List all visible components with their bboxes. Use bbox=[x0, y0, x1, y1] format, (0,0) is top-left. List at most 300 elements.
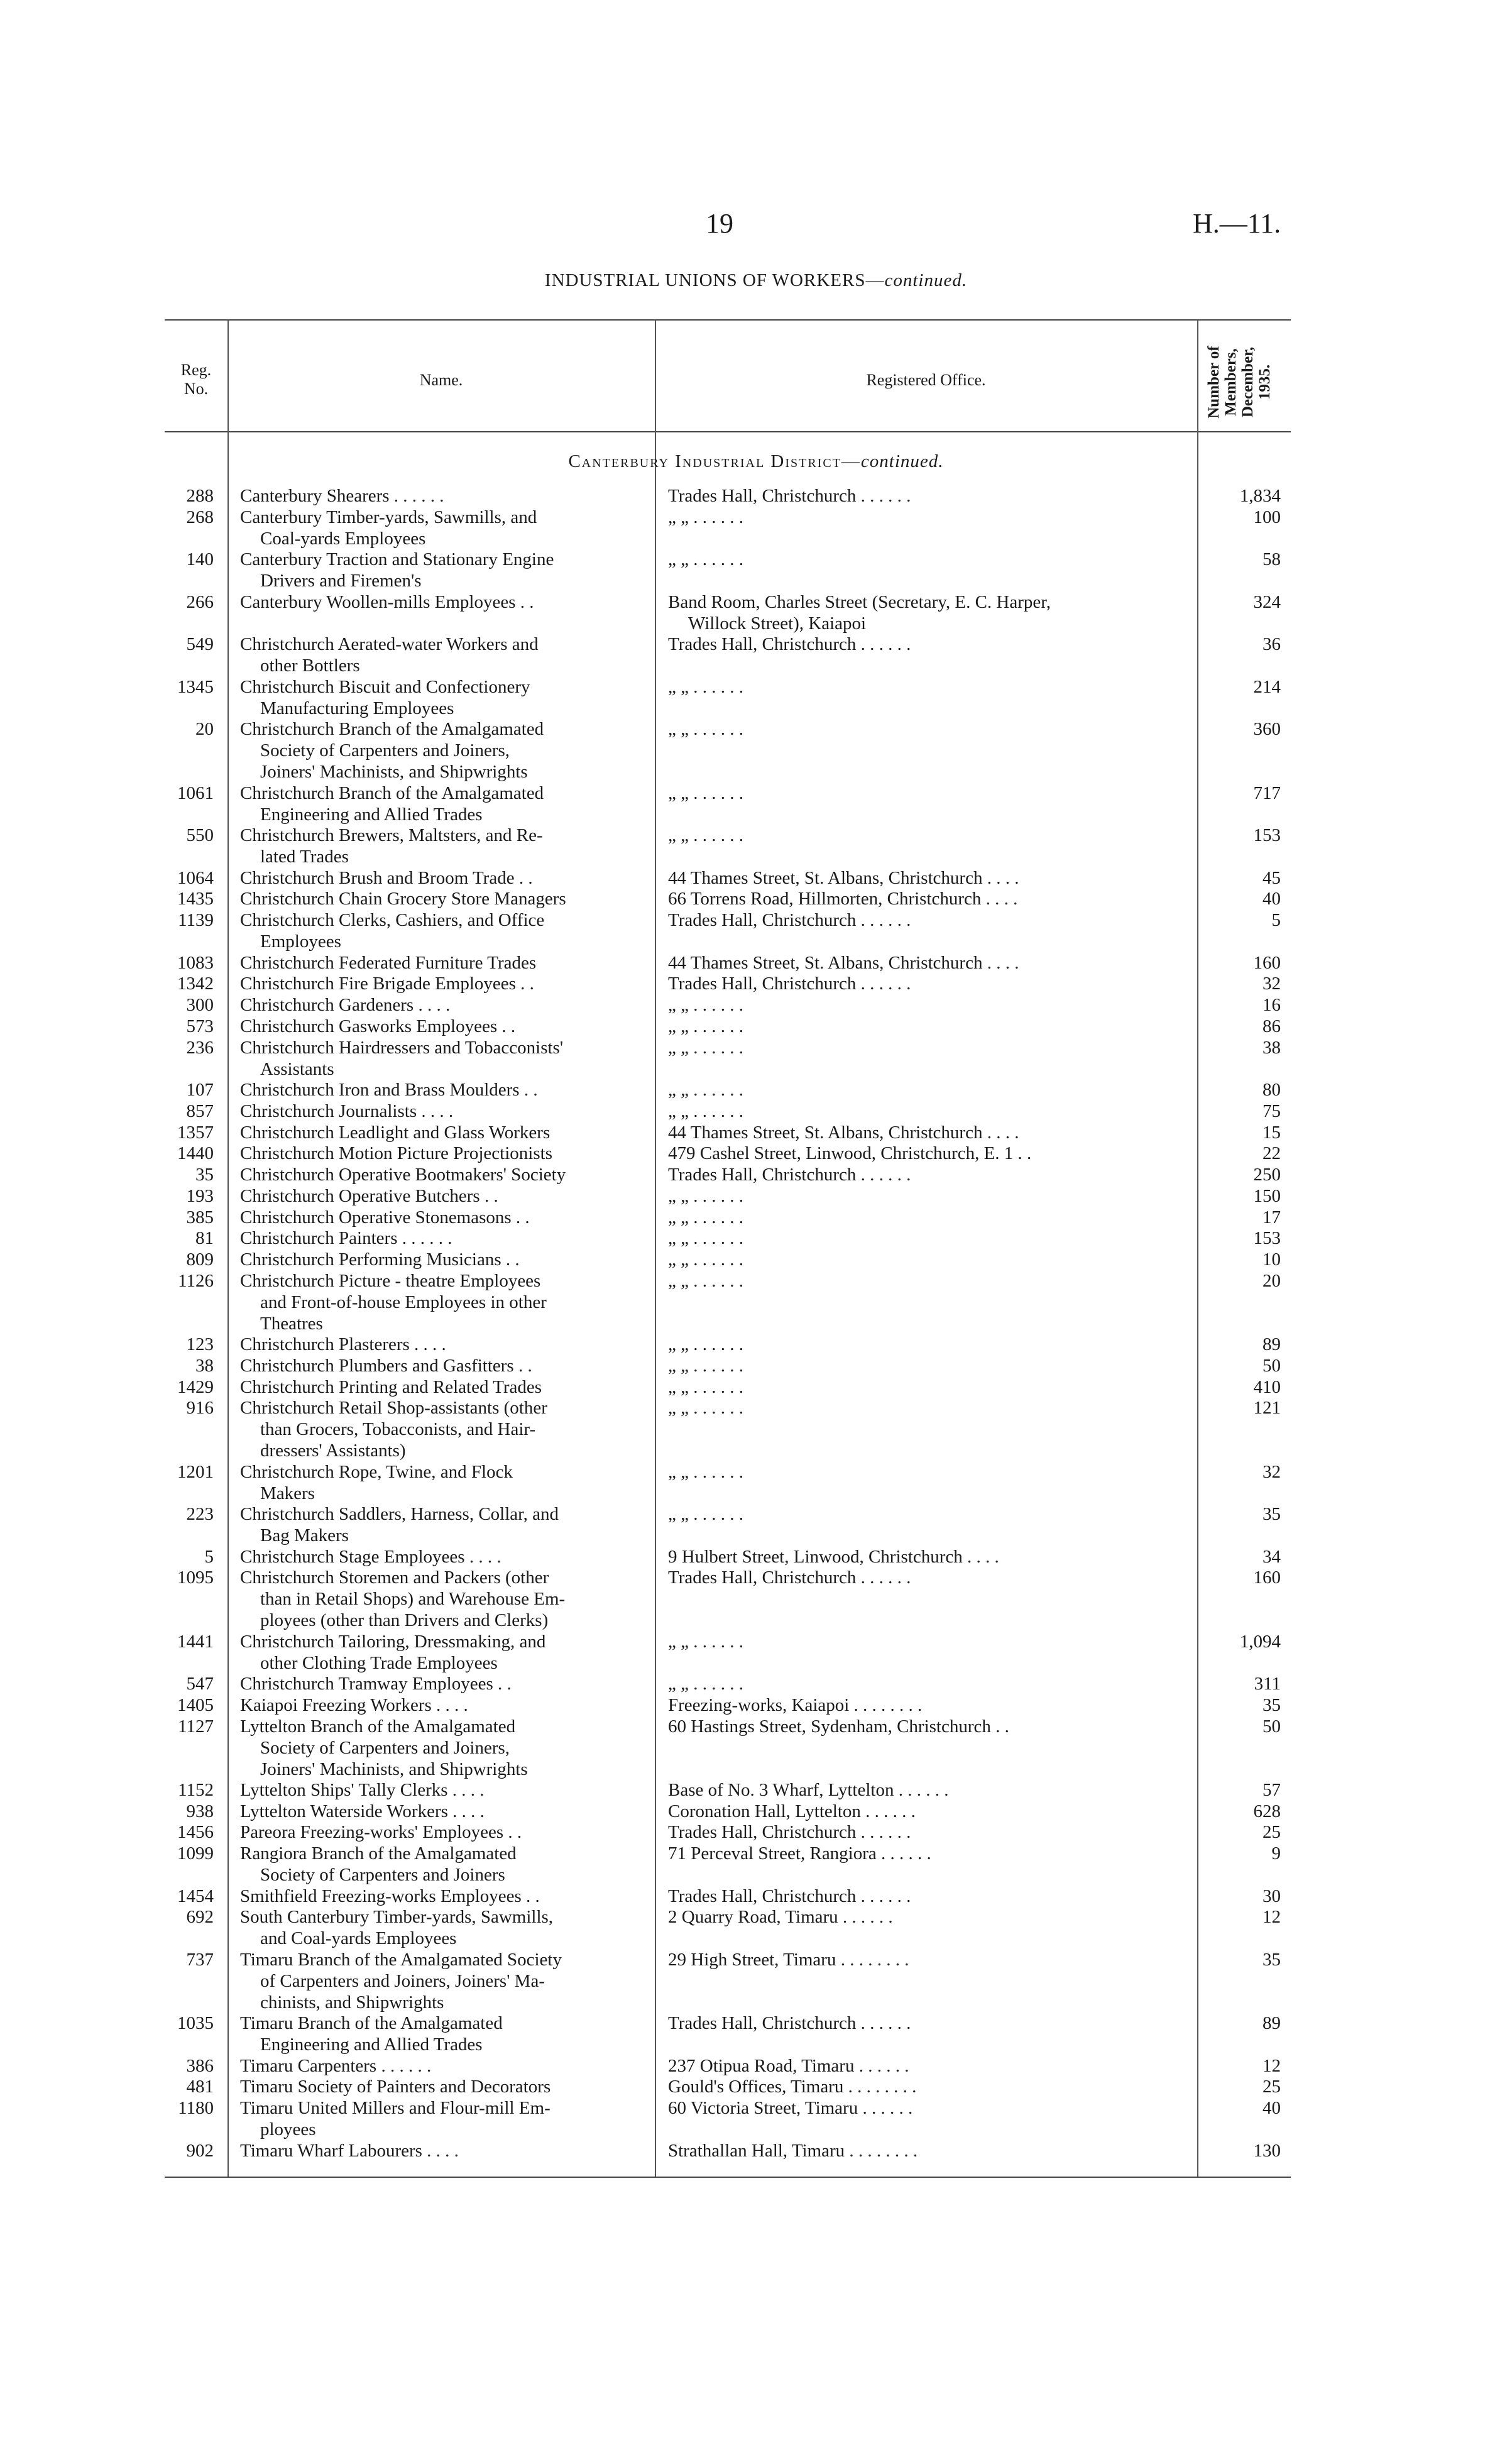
registered-office-line: 44 Thames Street, St. Albans, Christchurch . . . . bbox=[668, 867, 1019, 888]
col-header-reg bbox=[165, 361, 227, 398]
union-name-line: Theatres bbox=[260, 1313, 323, 1334]
member-count: 324 bbox=[1253, 591, 1281, 612]
registered-office-line: 29 High Street, Timaru . . . . . . . . bbox=[668, 1949, 909, 1970]
union-name-line: Christchurch Performing Musicians . . bbox=[240, 1249, 520, 1270]
union-name-line: Christchurch Plumbers and Gasfitters . . bbox=[240, 1355, 532, 1376]
registered-office-line: Freezing-works, Kaiapoi . . . . . . . . bbox=[668, 1694, 923, 1715]
member-count: 58 bbox=[1263, 549, 1281, 570]
reg-number: 236 bbox=[186, 1037, 214, 1058]
document-code: H.—11. bbox=[1193, 208, 1281, 239]
registered-office bbox=[668, 1016, 1193, 1037]
member-count: 160 bbox=[1253, 1568, 1281, 1588]
union-name bbox=[240, 952, 642, 974]
col-header-reg-line1: Reg. bbox=[180, 361, 212, 379]
union-name bbox=[240, 2097, 642, 2140]
registered-office-line: Gould's Offices, Timaru . . . . . . . . bbox=[668, 2077, 917, 2097]
reg-number: 938 bbox=[186, 1801, 214, 1821]
member-count: 16 bbox=[1263, 995, 1281, 1015]
member-count: 45 bbox=[1263, 867, 1281, 888]
member-count: 410 bbox=[1253, 1376, 1281, 1397]
reg-number: 1435 bbox=[177, 889, 214, 909]
union-name-line: Christchurch Retail Shop-assistants (other bbox=[240, 1398, 547, 1419]
union-name-line: Christchurch Motion Picture Projectionists bbox=[240, 1143, 552, 1164]
registered-office bbox=[668, 1567, 1193, 1588]
member-count: 130 bbox=[1253, 2140, 1281, 2161]
union-name bbox=[240, 1843, 642, 1886]
union-name bbox=[240, 1949, 642, 2013]
registered-office-line: 60 Victoria Street, Timaru . . . . . . bbox=[668, 2098, 913, 2118]
reg-number: 737 bbox=[186, 1949, 214, 1970]
union-name bbox=[240, 825, 642, 867]
union-name-line: Canterbury Traction and Stationary Engine bbox=[240, 549, 554, 570]
table-title-main: INDUSTRIAL UNIONS OF WORKERS— bbox=[544, 270, 885, 290]
union-name bbox=[240, 1079, 642, 1101]
union-name-line: Christchurch Painters . . . . . . bbox=[240, 1228, 452, 1249]
member-count: 160 bbox=[1253, 952, 1281, 973]
union-name-line: dressers' Assistants) bbox=[260, 1441, 406, 1461]
member-count: 50 bbox=[1263, 1355, 1281, 1376]
union-name-line: Manufacturing Employees bbox=[260, 698, 454, 718]
registered-office bbox=[668, 1694, 1193, 1716]
header-bottom-rule bbox=[165, 431, 1291, 432]
reg-number: 81 bbox=[195, 1228, 214, 1249]
union-name-line: Lyttelton Waterside Workers . . . . bbox=[240, 1801, 485, 1821]
union-name bbox=[240, 1122, 642, 1143]
reg-number: 1456 bbox=[177, 1822, 214, 1843]
registered-office-line: 44 Thames Street, St. Albans, Christchurch . . . . bbox=[668, 1122, 1019, 1143]
reg-number: 38 bbox=[195, 1355, 214, 1376]
union-name-line: Lyttelton Ships' Tally Clerks . . . . bbox=[240, 1779, 485, 1800]
registered-office-line: „ „ . . . . . . bbox=[668, 1461, 743, 1482]
registered-office bbox=[668, 485, 1193, 507]
member-count: 311 bbox=[1254, 1674, 1281, 1694]
reg-number: 1454 bbox=[177, 1886, 214, 1906]
union-name bbox=[240, 973, 642, 994]
union-name-line: Christchurch Branch of the Amalgamated bbox=[240, 719, 544, 740]
union-name-line: Joiners' Machinists, and Shipwrights bbox=[260, 1759, 528, 1779]
col-header-members bbox=[1205, 332, 1281, 432]
reg-number: 547 bbox=[186, 1674, 214, 1694]
union-name bbox=[240, 1716, 642, 1780]
reg-number: 1441 bbox=[177, 1631, 214, 1652]
union-name bbox=[240, 2076, 642, 2097]
member-count: 35 bbox=[1263, 1694, 1281, 1715]
reg-number: 5 bbox=[204, 1546, 214, 1567]
header-top-rule bbox=[165, 319, 1291, 321]
member-count: 1,834 bbox=[1239, 486, 1281, 506]
member-count: 153 bbox=[1253, 1228, 1281, 1249]
member-count: 717 bbox=[1253, 782, 1281, 803]
registered-office bbox=[668, 1227, 1193, 1249]
union-name-line: Timaru Carpenters . . . . . . bbox=[240, 2055, 432, 2076]
registered-office-line: „ „ . . . . . . bbox=[668, 1398, 743, 1419]
union-name bbox=[240, 1164, 642, 1185]
member-count: 20 bbox=[1263, 1270, 1281, 1291]
member-count: 86 bbox=[1263, 1016, 1281, 1036]
registered-office-line: 479 Cashel Street, Linwood, Christchurch, E. 1 . . bbox=[668, 1143, 1032, 1164]
union-name-line: Christchurch Iron and Brass Moulders . . bbox=[240, 1080, 538, 1100]
union-name-line: Timaru Branch of the Amalgamated Society bbox=[240, 1949, 562, 1970]
reg-number: 1429 bbox=[177, 1376, 214, 1397]
union-name-line: Engineering and Allied Trades bbox=[260, 2034, 483, 2055]
registered-office bbox=[668, 1779, 1193, 1801]
union-name-line: Society of Carpenters and Joiners, bbox=[260, 1737, 510, 1758]
registered-office-line: Trades Hall, Christchurch . . . . . . bbox=[668, 1568, 911, 1588]
registered-office-line: „ „ . . . . . . bbox=[668, 1376, 743, 1397]
reg-number: 20 bbox=[195, 719, 214, 740]
registered-office-line: Trades Hall, Christchurch . . . . . . bbox=[668, 1165, 911, 1185]
union-name-line: Christchurch Gasworks Employees . . bbox=[240, 1016, 516, 1036]
member-count: 150 bbox=[1253, 1185, 1281, 1206]
registered-office bbox=[668, 1334, 1193, 1355]
reg-number: 1180 bbox=[178, 2098, 214, 2118]
union-name bbox=[240, 1207, 642, 1228]
member-count: 12 bbox=[1263, 1907, 1281, 1928]
union-name-line: Pareora Freezing-works' Employees . . bbox=[240, 1822, 522, 1843]
registered-office bbox=[668, 1546, 1193, 1568]
registered-office-line: 71 Perceval Street, Rangiora . . . . . . bbox=[668, 1843, 931, 1864]
registered-office bbox=[668, 1503, 1193, 1525]
union-name-line: Drivers and Firemen's bbox=[260, 571, 422, 591]
registered-office-line: Trades Hall, Christchurch . . . . . . bbox=[668, 486, 911, 506]
registered-office bbox=[668, 1949, 1193, 1970]
union-name-line: Coal-yards Employees bbox=[260, 528, 426, 549]
registered-office-line: „ „ . . . . . . bbox=[668, 507, 743, 527]
union-name-line: and Front-of-house Employees in other bbox=[260, 1292, 547, 1312]
member-count: 100 bbox=[1253, 507, 1281, 527]
registered-office bbox=[668, 2097, 1193, 2119]
col-header-members-line1: Number of bbox=[1205, 346, 1222, 419]
union-name-line: Christchurch Stage Employees . . . . bbox=[240, 1546, 501, 1567]
reg-number: 1035 bbox=[177, 2013, 214, 2033]
registered-office-line: „ „ . . . . . . bbox=[668, 676, 743, 697]
registered-office-line: Trades Hall, Christchurch . . . . . . bbox=[668, 974, 911, 994]
union-name bbox=[240, 1801, 642, 1822]
registered-office bbox=[668, 782, 1193, 804]
union-name-line: Society of Carpenters and Joiners bbox=[260, 1865, 505, 1885]
member-count: 5 bbox=[1271, 910, 1281, 930]
union-name-line: Christchurch Plasterers . . . . bbox=[240, 1334, 446, 1354]
union-name bbox=[240, 485, 642, 507]
union-name bbox=[240, 1249, 642, 1270]
union-name bbox=[240, 1631, 642, 1674]
union-name-line: Christchurch Storemen and Packers (other bbox=[240, 1568, 549, 1588]
union-name bbox=[240, 507, 642, 549]
reg-number: 1083 bbox=[177, 952, 214, 973]
reg-number: 1064 bbox=[177, 867, 214, 888]
registered-office bbox=[668, 1906, 1193, 1928]
registered-office-line: 60 Hastings Street, Sydenham, Christchurch . . bbox=[668, 1716, 1009, 1737]
union-name-line: Lyttelton Branch of the Amalgamated bbox=[240, 1716, 516, 1737]
registered-office bbox=[668, 867, 1193, 889]
union-name-line: Timaru United Millers and Flour-mill Em- bbox=[240, 2098, 551, 2118]
registered-office bbox=[668, 1185, 1193, 1207]
member-count: 17 bbox=[1263, 1207, 1281, 1227]
registered-office bbox=[668, 888, 1193, 909]
union-name bbox=[240, 909, 642, 952]
union-name-line: Christchurch Saddlers, Harness, Collar, and bbox=[240, 1504, 559, 1524]
district-heading-main: Canterbury Industrial District— bbox=[568, 451, 861, 471]
registered-office bbox=[668, 718, 1193, 740]
union-name-line: South Canterbury Timber-yards, Sawmills, bbox=[240, 1907, 554, 1928]
union-name bbox=[240, 1227, 642, 1249]
registered-office bbox=[668, 973, 1193, 994]
union-name-line: Christchurch Operative Butchers . . bbox=[240, 1185, 498, 1206]
union-name bbox=[240, 867, 642, 889]
union-name bbox=[240, 1376, 642, 1398]
union-name bbox=[240, 1694, 642, 1716]
member-count: 40 bbox=[1263, 889, 1281, 909]
member-count: 30 bbox=[1263, 1886, 1281, 1906]
member-count: 10 bbox=[1263, 1249, 1281, 1270]
union-name-line: Engineering and Allied Trades bbox=[260, 804, 483, 825]
union-name bbox=[240, 1886, 642, 1907]
union-name bbox=[240, 1906, 642, 1949]
union-name-line: Assistants bbox=[260, 1058, 334, 1079]
registered-office bbox=[668, 1821, 1193, 1843]
union-name bbox=[240, 1461, 642, 1504]
union-name-line: Bag Makers bbox=[260, 1525, 349, 1546]
member-count: 628 bbox=[1253, 1801, 1281, 1821]
reg-number: 1139 bbox=[178, 910, 214, 930]
union-name bbox=[240, 2012, 642, 2055]
union-name bbox=[240, 782, 642, 825]
reg-number: 1152 bbox=[178, 1779, 214, 1800]
union-name-line: and Coal-yards Employees bbox=[260, 1928, 457, 1949]
registered-office bbox=[668, 1843, 1193, 1864]
registered-office-line: „ „ . . . . . . bbox=[668, 1674, 743, 1694]
union-name-line: Timaru Society of Painters and Decorators bbox=[240, 2077, 551, 2097]
registered-office-line: „ „ . . . . . . bbox=[668, 549, 743, 570]
union-name-line: lated Trades bbox=[260, 847, 349, 867]
registered-office bbox=[668, 507, 1193, 528]
reg-number: 386 bbox=[186, 2055, 214, 2076]
union-name bbox=[240, 1567, 642, 1631]
member-count: 75 bbox=[1263, 1101, 1281, 1121]
union-name-line: Christchurch Tramway Employees . . bbox=[240, 1674, 512, 1694]
member-count: 57 bbox=[1263, 1779, 1281, 1800]
col-header-reg-line2: No. bbox=[184, 380, 209, 398]
col-sep-office bbox=[1197, 319, 1198, 2177]
union-name-line: than Grocers, Tobacconists, and Hair- bbox=[260, 1419, 536, 1440]
registered-office-line: Strathallan Hall, Timaru . . . . . . . . bbox=[668, 2140, 918, 2161]
registered-office bbox=[668, 1801, 1193, 1822]
registered-office bbox=[668, 591, 1193, 634]
union-name-line: Joiners' Machinists, and Shipwrights bbox=[260, 762, 528, 782]
table-bottom-rule bbox=[165, 2177, 1291, 2178]
registered-office bbox=[668, 676, 1193, 698]
registered-office bbox=[668, 825, 1193, 846]
reg-number: 288 bbox=[186, 486, 214, 506]
registered-office-line: 44 Thames Street, St. Albans, Christchurch . . . . bbox=[668, 952, 1019, 973]
registered-office-line: Coronation Hall, Lyttelton . . . . . . bbox=[668, 1801, 916, 1821]
reg-number: 1099 bbox=[177, 1843, 214, 1864]
registered-office-line: „ „ . . . . . . bbox=[668, 1355, 743, 1376]
union-name-line: Smithfield Freezing-works Employees . . bbox=[240, 1886, 540, 1906]
reg-number: 916 bbox=[186, 1398, 214, 1419]
registered-office-line: „ „ . . . . . . bbox=[668, 719, 743, 740]
registered-office bbox=[668, 1886, 1193, 1907]
registered-office bbox=[668, 1461, 1193, 1483]
union-name bbox=[240, 1016, 642, 1037]
registered-office-line: „ „ . . . . . . bbox=[668, 1016, 743, 1036]
reg-number: 1345 bbox=[177, 676, 214, 697]
registered-office bbox=[668, 2076, 1193, 2097]
registered-office-line: Base of No. 3 Wharf, Lyttelton . . . . . . bbox=[668, 1779, 949, 1800]
reg-number: 809 bbox=[186, 1249, 214, 1270]
union-name bbox=[240, 549, 642, 591]
union-name-line: Timaru Branch of the Amalgamated bbox=[240, 2013, 503, 2033]
union-name-line: of Carpenters and Joiners, Joiners' Ma- bbox=[260, 1970, 545, 1991]
district-heading bbox=[0, 451, 1512, 472]
union-name bbox=[240, 1101, 642, 1122]
reg-number: 1405 bbox=[177, 1694, 214, 1715]
registered-office-line: „ „ . . . . . . bbox=[668, 1037, 743, 1058]
member-count: 89 bbox=[1263, 2013, 1281, 2033]
registered-office bbox=[668, 1143, 1193, 1164]
registered-office bbox=[668, 1397, 1193, 1419]
col-header-members-line4: 1935. bbox=[1256, 364, 1273, 400]
union-name bbox=[240, 1355, 642, 1376]
registered-office-line: Trades Hall, Christchurch . . . . . . bbox=[668, 1886, 911, 1906]
registered-office bbox=[668, 1207, 1193, 1228]
registered-office bbox=[668, 1164, 1193, 1185]
member-count: 50 bbox=[1263, 1716, 1281, 1737]
member-count: 35 bbox=[1263, 1504, 1281, 1524]
registered-office-line: „ „ . . . . . . bbox=[668, 1249, 743, 1270]
member-count: 38 bbox=[1263, 1037, 1281, 1058]
registered-office bbox=[668, 1037, 1193, 1058]
member-count: 32 bbox=[1263, 1461, 1281, 1482]
reg-number: 481 bbox=[186, 2077, 214, 2097]
union-name-line: other Clothing Trade Employees bbox=[260, 1652, 498, 1673]
registered-office-line: „ „ . . . . . . bbox=[668, 1334, 743, 1354]
member-count: 9 bbox=[1271, 1843, 1281, 1864]
registered-office bbox=[668, 2140, 1193, 2161]
registered-office-line: „ „ . . . . . . bbox=[668, 1631, 743, 1652]
union-name bbox=[240, 1546, 642, 1568]
reg-number: 550 bbox=[186, 825, 214, 845]
union-name bbox=[240, 1334, 642, 1355]
member-count: 12 bbox=[1263, 2055, 1281, 2076]
union-name-line: Christchurch Brewers, Maltsters, and Re- bbox=[240, 825, 543, 845]
member-count: 22 bbox=[1263, 1143, 1281, 1164]
union-name-line: than in Retail Shops) and Warehouse Em- bbox=[260, 1589, 566, 1610]
registered-office bbox=[668, 952, 1193, 974]
registered-office-line: „ „ . . . . . . bbox=[668, 782, 743, 803]
reg-number: 857 bbox=[186, 1101, 214, 1121]
union-name-line: Christchurch Tailoring, Dressmaking, and bbox=[240, 1631, 546, 1652]
reg-number: 107 bbox=[186, 1080, 214, 1100]
union-name bbox=[240, 1397, 642, 1461]
member-count: 34 bbox=[1263, 1546, 1281, 1567]
member-count: 15 bbox=[1263, 1122, 1281, 1143]
registered-office-line: „ „ . . . . . . bbox=[668, 1101, 743, 1121]
union-name bbox=[240, 1821, 642, 1843]
union-name-line: Christchurch Branch of the Amalgamated bbox=[240, 782, 544, 803]
reg-number: 549 bbox=[186, 634, 214, 655]
reg-number: 193 bbox=[186, 1185, 214, 1206]
reg-number: 1127 bbox=[178, 1716, 214, 1737]
registered-office-line: 237 Otipua Road, Timaru . . . . . . bbox=[668, 2055, 909, 2076]
union-name bbox=[240, 591, 642, 613]
registered-office-line: 2 Quarry Road, Timaru . . . . . . bbox=[668, 1907, 893, 1928]
registered-office bbox=[668, 1079, 1193, 1101]
reg-number: 1342 bbox=[177, 974, 214, 994]
member-count: 214 bbox=[1253, 676, 1281, 697]
union-name bbox=[240, 994, 642, 1016]
union-name bbox=[240, 888, 642, 909]
union-name bbox=[240, 676, 642, 719]
union-name-line: ployees (other than Drivers and Clerks) bbox=[260, 1610, 549, 1631]
registered-office-line: „ „ . . . . . . bbox=[668, 1270, 743, 1291]
reg-number: 1061 bbox=[177, 782, 214, 803]
union-name bbox=[240, 634, 642, 676]
union-name-line: Canterbury Woollen-mills Employees . . bbox=[240, 591, 534, 612]
col-sep-reg bbox=[227, 319, 229, 2177]
member-count: 40 bbox=[1263, 2098, 1281, 2118]
registered-office bbox=[668, 1716, 1193, 1737]
union-name-line: Christchurch Biscuit and Confectionery bbox=[240, 676, 530, 697]
registered-office-line: Trades Hall, Christchurch . . . . . . bbox=[668, 910, 911, 930]
union-name-line: chinists, and Shipwrights bbox=[260, 1992, 444, 2012]
member-count: 153 bbox=[1253, 825, 1281, 845]
registered-office-line: „ „ . . . . . . bbox=[668, 995, 743, 1015]
registered-office bbox=[668, 1122, 1193, 1143]
union-name-line: Christchurch Federated Furniture Trades bbox=[240, 952, 537, 973]
registered-office-line: „ „ . . . . . . bbox=[668, 1080, 743, 1100]
union-name-line: Christchurch Journalists . . . . bbox=[240, 1101, 454, 1121]
registered-office bbox=[668, 2012, 1193, 2034]
union-name-line: Christchurch Printing and Related Trades bbox=[240, 1376, 542, 1397]
union-name-line: Canterbury Shearers . . . . . . bbox=[240, 486, 444, 506]
registered-office bbox=[668, 909, 1193, 931]
registered-office-line: „ „ . . . . . . bbox=[668, 825, 743, 845]
union-name-line: Society of Carpenters and Joiners, bbox=[260, 740, 510, 761]
union-name-line: Christchurch Rope, Twine, and Flock bbox=[240, 1461, 513, 1482]
registered-office-line: 66 Torrens Road, Hillmorten, Christchurch . . . . bbox=[668, 889, 1018, 909]
registered-office-line: 9 Hulbert Street, Linwood, Christchurch . . . . bbox=[668, 1546, 999, 1567]
union-name-line: other Bottlers bbox=[260, 656, 360, 676]
union-name-line: Christchurch Clerks, Cashiers, and Office bbox=[240, 910, 545, 930]
reg-number: 902 bbox=[186, 2140, 214, 2161]
registered-office bbox=[668, 1101, 1193, 1122]
reg-number: 1201 bbox=[177, 1461, 214, 1482]
col-sep-name bbox=[655, 319, 656, 2177]
registered-office-line: Trades Hall, Christchurch . . . . . . bbox=[668, 2013, 911, 2033]
registered-office bbox=[668, 994, 1193, 1016]
union-name bbox=[240, 2055, 642, 2077]
registered-office bbox=[668, 1355, 1193, 1376]
union-name-line: Christchurch Chain Grocery Store Managers bbox=[240, 889, 566, 909]
union-name bbox=[240, 1037, 642, 1080]
registered-office-line: „ „ . . . . . . bbox=[668, 1207, 743, 1227]
union-name bbox=[240, 1270, 642, 1334]
registered-office-line: Willock Street), Kaiapoi bbox=[688, 613, 867, 634]
union-name-line: Christchurch Brush and Broom Trade . . bbox=[240, 867, 533, 888]
registered-office bbox=[668, 2055, 1193, 2077]
reg-number: 123 bbox=[186, 1334, 214, 1354]
member-count: 35 bbox=[1263, 1949, 1281, 1970]
reg-number: 140 bbox=[186, 549, 214, 570]
union-name-line: ployees bbox=[260, 2119, 316, 2139]
registered-office bbox=[668, 1249, 1193, 1270]
reg-number: 35 bbox=[195, 1165, 214, 1185]
table-title bbox=[0, 270, 1512, 291]
district-heading-continued: continued. bbox=[860, 451, 944, 471]
union-name-line: Canterbury Timber-yards, Sawmills, and bbox=[240, 507, 537, 527]
page-number: 19 bbox=[706, 208, 733, 239]
